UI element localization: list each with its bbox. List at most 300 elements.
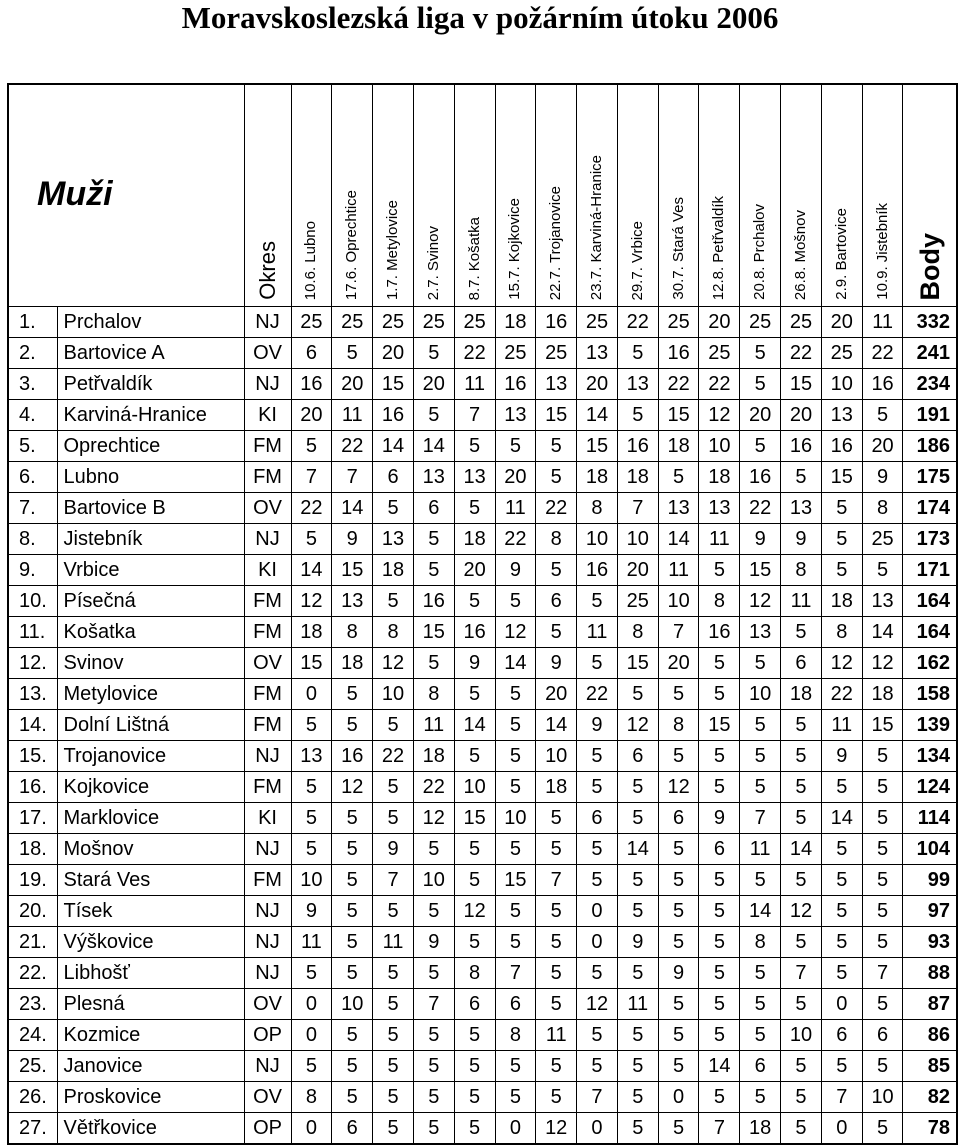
table-row	[8, 462, 957, 493]
score-cell: 5	[413, 834, 454, 865]
score-cell: 5	[454, 865, 495, 896]
total-cell: 241	[903, 338, 957, 369]
score-cell: 13	[740, 617, 781, 648]
score-cell: 5	[577, 648, 618, 679]
score-cell: 11	[699, 524, 740, 555]
score-cell: 9	[617, 927, 658, 958]
score-cell: 14	[413, 431, 454, 462]
okres-cell: OV	[244, 338, 291, 369]
score-cell: 10	[821, 369, 862, 400]
score-cell: 5	[495, 431, 536, 462]
score-cell: 14	[821, 803, 862, 834]
score-cell: 25	[495, 338, 536, 369]
okres-cell: FM	[244, 462, 291, 493]
score-cell: 5	[291, 1051, 332, 1082]
score-cell: 12	[821, 648, 862, 679]
score-cell: 5	[413, 648, 454, 679]
score-cell: 15	[617, 648, 658, 679]
team-cell: Jistebník	[57, 524, 244, 555]
score-cell: 5	[658, 989, 699, 1020]
event-header	[413, 84, 454, 307]
score-cell: 20	[862, 431, 903, 462]
score-cell: 22	[413, 772, 454, 803]
score-cell: 12	[495, 617, 536, 648]
score-cell: 16	[658, 338, 699, 369]
score-cell: 18	[291, 617, 332, 648]
score-cell: 15	[658, 400, 699, 431]
okres-cell: OP	[244, 1020, 291, 1051]
score-cell: 22	[658, 369, 699, 400]
total-cell: 97	[903, 896, 957, 927]
score-cell: 14	[781, 834, 822, 865]
total-cell: 82	[903, 1082, 957, 1113]
score-cell: 5	[740, 772, 781, 803]
score-cell: 5	[821, 493, 862, 524]
score-cell: 5	[413, 958, 454, 989]
score-cell: 10	[291, 865, 332, 896]
score-cell: 5	[821, 772, 862, 803]
event-header-label: 22.7. Trojanovice	[547, 185, 565, 300]
score-cell: 10	[536, 741, 577, 772]
score-cell: 9	[781, 524, 822, 555]
event-header	[577, 84, 618, 307]
score-cell: 22	[332, 431, 373, 462]
score-cell: 5	[332, 803, 373, 834]
event-header	[373, 84, 414, 307]
score-cell: 22	[781, 338, 822, 369]
team-cell: Bartovice A	[57, 338, 244, 369]
score-cell: 6	[454, 989, 495, 1020]
score-cell: 5	[699, 1082, 740, 1113]
score-cell: 10	[617, 524, 658, 555]
score-cell: 25	[658, 307, 699, 338]
team-cell: Kozmice	[57, 1020, 244, 1051]
score-cell: 5	[617, 803, 658, 834]
table-row	[8, 865, 957, 896]
score-cell: 12	[699, 400, 740, 431]
score-cell: 5	[495, 679, 536, 710]
score-cell: 5	[536, 989, 577, 1020]
table-row	[8, 1051, 957, 1082]
event-header	[740, 84, 781, 307]
score-cell: 18	[332, 648, 373, 679]
score-cell: 11	[291, 927, 332, 958]
score-cell: 6	[617, 741, 658, 772]
score-cell: 5	[862, 927, 903, 958]
team-cell: Trojanovice	[57, 741, 244, 772]
score-cell: 5	[862, 989, 903, 1020]
total-cell: 78	[903, 1113, 957, 1145]
score-cell: 13	[658, 493, 699, 524]
okres-cell: KI	[244, 803, 291, 834]
score-cell: 11	[454, 369, 495, 400]
score-cell: 22	[373, 741, 414, 772]
okres-cell: NJ	[244, 1051, 291, 1082]
score-cell: 5	[740, 989, 781, 1020]
score-cell: 11	[740, 834, 781, 865]
score-cell: 5	[495, 586, 536, 617]
score-cell: 5	[577, 958, 618, 989]
score-cell: 5	[454, 741, 495, 772]
score-cell: 5	[373, 772, 414, 803]
score-cell: 5	[821, 1051, 862, 1082]
score-cell: 25	[781, 307, 822, 338]
table-row	[8, 1082, 957, 1113]
header-row	[8, 84, 957, 307]
total-cell: 164	[903, 617, 957, 648]
section-header-cell	[8, 84, 244, 307]
score-cell: 5	[291, 772, 332, 803]
table-row	[8, 369, 957, 400]
table-row	[8, 555, 957, 586]
score-cell: 5	[495, 1082, 536, 1113]
score-cell: 5	[617, 896, 658, 927]
score-cell: 5	[862, 1051, 903, 1082]
score-cell: 5	[699, 865, 740, 896]
score-cell: 8	[740, 927, 781, 958]
score-cell: 5	[454, 493, 495, 524]
score-cell: 5	[373, 1051, 414, 1082]
table-row	[8, 431, 957, 462]
score-cell: 5	[862, 803, 903, 834]
total-cell: 171	[903, 555, 957, 586]
score-cell: 8	[781, 555, 822, 586]
team-cell: Písečná	[57, 586, 244, 617]
score-cell: 25	[332, 307, 373, 338]
score-cell: 9	[862, 462, 903, 493]
score-cell: 0	[495, 1113, 536, 1145]
score-cell: 20	[332, 369, 373, 400]
score-cell: 5	[821, 865, 862, 896]
score-cell: 5	[699, 958, 740, 989]
rank-cell: 26.	[8, 1082, 57, 1113]
page-title: Moravskoslezská liga v požárním útoku 2006	[181, 0, 779, 35]
score-cell: 25	[373, 307, 414, 338]
score-cell: 10	[740, 679, 781, 710]
total-cell: 332	[903, 307, 957, 338]
score-cell: 5	[617, 338, 658, 369]
score-cell: 9	[658, 958, 699, 989]
score-cell: 20	[821, 307, 862, 338]
rank-cell: 3.	[8, 369, 57, 400]
score-cell: 5	[658, 741, 699, 772]
score-cell: 5	[781, 865, 822, 896]
score-cell: 7	[454, 400, 495, 431]
score-cell: 5	[291, 958, 332, 989]
score-cell: 7	[373, 865, 414, 896]
total-cell: 173	[903, 524, 957, 555]
table-row	[8, 307, 957, 338]
score-cell: 6	[291, 338, 332, 369]
score-cell: 22	[740, 493, 781, 524]
score-cell: 5	[577, 1020, 618, 1051]
score-cell: 9	[740, 524, 781, 555]
score-cell: 5	[862, 865, 903, 896]
score-cell: 13	[577, 338, 618, 369]
okres-cell: FM	[244, 710, 291, 741]
score-cell: 5	[373, 1020, 414, 1051]
score-cell: 18	[781, 679, 822, 710]
score-cell: 9	[454, 648, 495, 679]
score-cell: 7	[862, 958, 903, 989]
total-cell: 104	[903, 834, 957, 865]
score-cell: 8	[699, 586, 740, 617]
score-cell: 10	[577, 524, 618, 555]
event-header	[617, 84, 658, 307]
score-cell: 5	[495, 834, 536, 865]
score-cell: 5	[781, 1082, 822, 1113]
score-cell: 20	[781, 400, 822, 431]
score-cell: 5	[536, 803, 577, 834]
score-cell: 5	[862, 772, 903, 803]
score-cell: 12	[862, 648, 903, 679]
score-cell: 20	[495, 462, 536, 493]
table-row	[8, 834, 957, 865]
score-cell: 5	[740, 369, 781, 400]
score-cell: 7	[577, 1082, 618, 1113]
score-cell: 5	[740, 1020, 781, 1051]
score-cell: 9	[821, 741, 862, 772]
score-cell: 18	[536, 772, 577, 803]
table-row	[8, 927, 957, 958]
score-cell: 5	[332, 865, 373, 896]
okres-cell: OP	[244, 1113, 291, 1145]
score-cell: 5	[413, 338, 454, 369]
okres-cell: FM	[244, 679, 291, 710]
score-cell: 14	[291, 555, 332, 586]
score-cell: 20	[536, 679, 577, 710]
score-cell: 25	[821, 338, 862, 369]
score-cell: 13	[454, 462, 495, 493]
okres-cell: NJ	[244, 524, 291, 555]
score-cell: 0	[577, 927, 618, 958]
score-cell: 15	[740, 555, 781, 586]
score-cell: 20	[617, 555, 658, 586]
team-cell: Karviná-Hranice	[57, 400, 244, 431]
event-header	[454, 84, 495, 307]
rank-cell: 2.	[8, 338, 57, 369]
score-cell: 5	[332, 1020, 373, 1051]
score-cell: 15	[413, 617, 454, 648]
score-cell: 6	[373, 462, 414, 493]
rank-cell: 27.	[8, 1113, 57, 1145]
rank-cell: 25.	[8, 1051, 57, 1082]
score-cell: 5	[536, 1082, 577, 1113]
score-cell: 5	[740, 648, 781, 679]
score-cell: 16	[781, 431, 822, 462]
score-cell: 5	[617, 1051, 658, 1082]
score-cell: 20	[740, 400, 781, 431]
score-cell: 7	[291, 462, 332, 493]
event-header-label: 23.7. Karviná-Hranice	[587, 154, 605, 300]
score-cell: 5	[536, 834, 577, 865]
score-cell: 13	[413, 462, 454, 493]
score-cell: 10	[454, 772, 495, 803]
team-cell: Oprechtice	[57, 431, 244, 462]
score-cell: 5	[862, 741, 903, 772]
score-cell: 11	[577, 617, 618, 648]
total-cell: 124	[903, 772, 957, 803]
score-cell: 7	[781, 958, 822, 989]
score-cell: 5	[577, 772, 618, 803]
team-cell: Tísek	[57, 896, 244, 927]
score-cell: 5	[617, 1113, 658, 1145]
score-cell: 5	[699, 927, 740, 958]
event-header-label: 8.7. Košatka	[465, 216, 483, 300]
score-cell: 5	[373, 1113, 414, 1145]
score-cell: 8	[291, 1082, 332, 1113]
table-row	[8, 1020, 957, 1051]
score-cell: 22	[291, 493, 332, 524]
score-cell: 25	[617, 586, 658, 617]
event-header-label: 30.7. Stará Ves	[669, 197, 687, 300]
score-cell: 13	[332, 586, 373, 617]
score-cell: 5	[699, 1020, 740, 1051]
event-header-label: 17.6. Oprechtice	[343, 189, 361, 300]
score-cell: 10	[862, 1082, 903, 1113]
table-row	[8, 803, 957, 834]
team-cell: Svinov	[57, 648, 244, 679]
score-cell: 15	[332, 555, 373, 586]
score-cell: 5	[821, 524, 862, 555]
score-cell: 20	[291, 400, 332, 431]
team-cell: Vrbice	[57, 555, 244, 586]
score-cell: 5	[740, 958, 781, 989]
rank-cell: 15.	[8, 741, 57, 772]
score-cell: 16	[617, 431, 658, 462]
score-cell: 5	[617, 865, 658, 896]
team-cell: Lubno	[57, 462, 244, 493]
score-cell: 5	[332, 679, 373, 710]
event-header-label: 2.9. Bartovice	[832, 208, 850, 300]
total-header	[903, 84, 957, 307]
score-cell: 25	[536, 338, 577, 369]
score-cell: 10	[699, 431, 740, 462]
score-cell: 5	[740, 710, 781, 741]
total-cell: 234	[903, 369, 957, 400]
score-cell: 22	[821, 679, 862, 710]
score-cell: 13	[536, 369, 577, 400]
event-header	[332, 84, 373, 307]
score-cell: 5	[658, 834, 699, 865]
table-row	[8, 617, 957, 648]
score-cell: 22	[495, 524, 536, 555]
score-cell: 18	[821, 586, 862, 617]
table-row	[8, 1113, 957, 1145]
okres-cell: NJ	[244, 958, 291, 989]
score-cell: 22	[536, 493, 577, 524]
total-cell: 114	[903, 803, 957, 834]
event-header	[536, 84, 577, 307]
total-cell: 93	[903, 927, 957, 958]
score-cell: 0	[821, 989, 862, 1020]
score-cell: 25	[740, 307, 781, 338]
score-cell: 5	[373, 989, 414, 1020]
score-cell: 5	[454, 834, 495, 865]
team-cell: Bartovice B	[57, 493, 244, 524]
score-cell: 5	[373, 586, 414, 617]
okres-cell: NJ	[244, 369, 291, 400]
score-cell: 5	[740, 741, 781, 772]
section-label: Muži	[37, 175, 113, 213]
score-cell: 18	[699, 462, 740, 493]
score-cell: 5	[413, 555, 454, 586]
event-header	[291, 84, 332, 307]
score-cell: 13	[821, 400, 862, 431]
score-cell: 5	[373, 1082, 414, 1113]
rank-cell: 6.	[8, 462, 57, 493]
rank-cell: 17.	[8, 803, 57, 834]
team-cell: Kojkovice	[57, 772, 244, 803]
rank-cell: 22.	[8, 958, 57, 989]
score-cell: 5	[577, 865, 618, 896]
score-cell: 18	[495, 307, 536, 338]
score-cell: 0	[291, 1113, 332, 1145]
okres-cell: FM	[244, 617, 291, 648]
score-cell: 15	[454, 803, 495, 834]
score-cell: 5	[699, 989, 740, 1020]
score-cell: 25	[291, 307, 332, 338]
score-cell: 15	[536, 400, 577, 431]
score-cell: 18	[617, 462, 658, 493]
score-cell: 5	[536, 927, 577, 958]
score-cell: 12	[373, 648, 414, 679]
score-cell: 5	[699, 772, 740, 803]
score-cell: 22	[862, 338, 903, 369]
rank-cell: 16.	[8, 772, 57, 803]
score-cell: 10	[495, 803, 536, 834]
score-cell: 6	[781, 648, 822, 679]
score-cell: 5	[536, 431, 577, 462]
score-cell: 8	[617, 617, 658, 648]
score-cell: 16	[699, 617, 740, 648]
score-cell: 12	[658, 772, 699, 803]
score-cell: 14	[577, 400, 618, 431]
team-cell: Větřkovice	[57, 1113, 244, 1145]
score-cell: 9	[373, 834, 414, 865]
score-cell: 16	[821, 431, 862, 462]
score-cell: 5	[291, 431, 332, 462]
score-cell: 5	[536, 555, 577, 586]
score-cell: 18	[577, 462, 618, 493]
score-cell: 18	[740, 1113, 781, 1145]
score-cell: 10	[332, 989, 373, 1020]
score-cell: 5	[781, 1051, 822, 1082]
score-cell: 22	[454, 338, 495, 369]
score-cell: 0	[577, 1113, 618, 1145]
score-cell: 25	[577, 307, 618, 338]
score-cell: 5	[291, 803, 332, 834]
score-cell: 6	[577, 803, 618, 834]
score-cell: 12	[332, 772, 373, 803]
score-cell: 5	[862, 400, 903, 431]
total-cell: 99	[903, 865, 957, 896]
score-cell: 5	[658, 865, 699, 896]
total-cell: 85	[903, 1051, 957, 1082]
score-cell: 6	[862, 1020, 903, 1051]
event-header-label: 10.9. Jistebník	[873, 203, 891, 300]
score-cell: 20	[577, 369, 618, 400]
score-cell: 16	[577, 555, 618, 586]
score-cell: 9	[699, 803, 740, 834]
score-cell: 6	[413, 493, 454, 524]
score-cell: 22	[577, 679, 618, 710]
score-cell: 5	[495, 710, 536, 741]
score-cell: 12	[740, 586, 781, 617]
rank-cell: 5.	[8, 431, 57, 462]
score-cell: 8	[332, 617, 373, 648]
table-row	[8, 958, 957, 989]
